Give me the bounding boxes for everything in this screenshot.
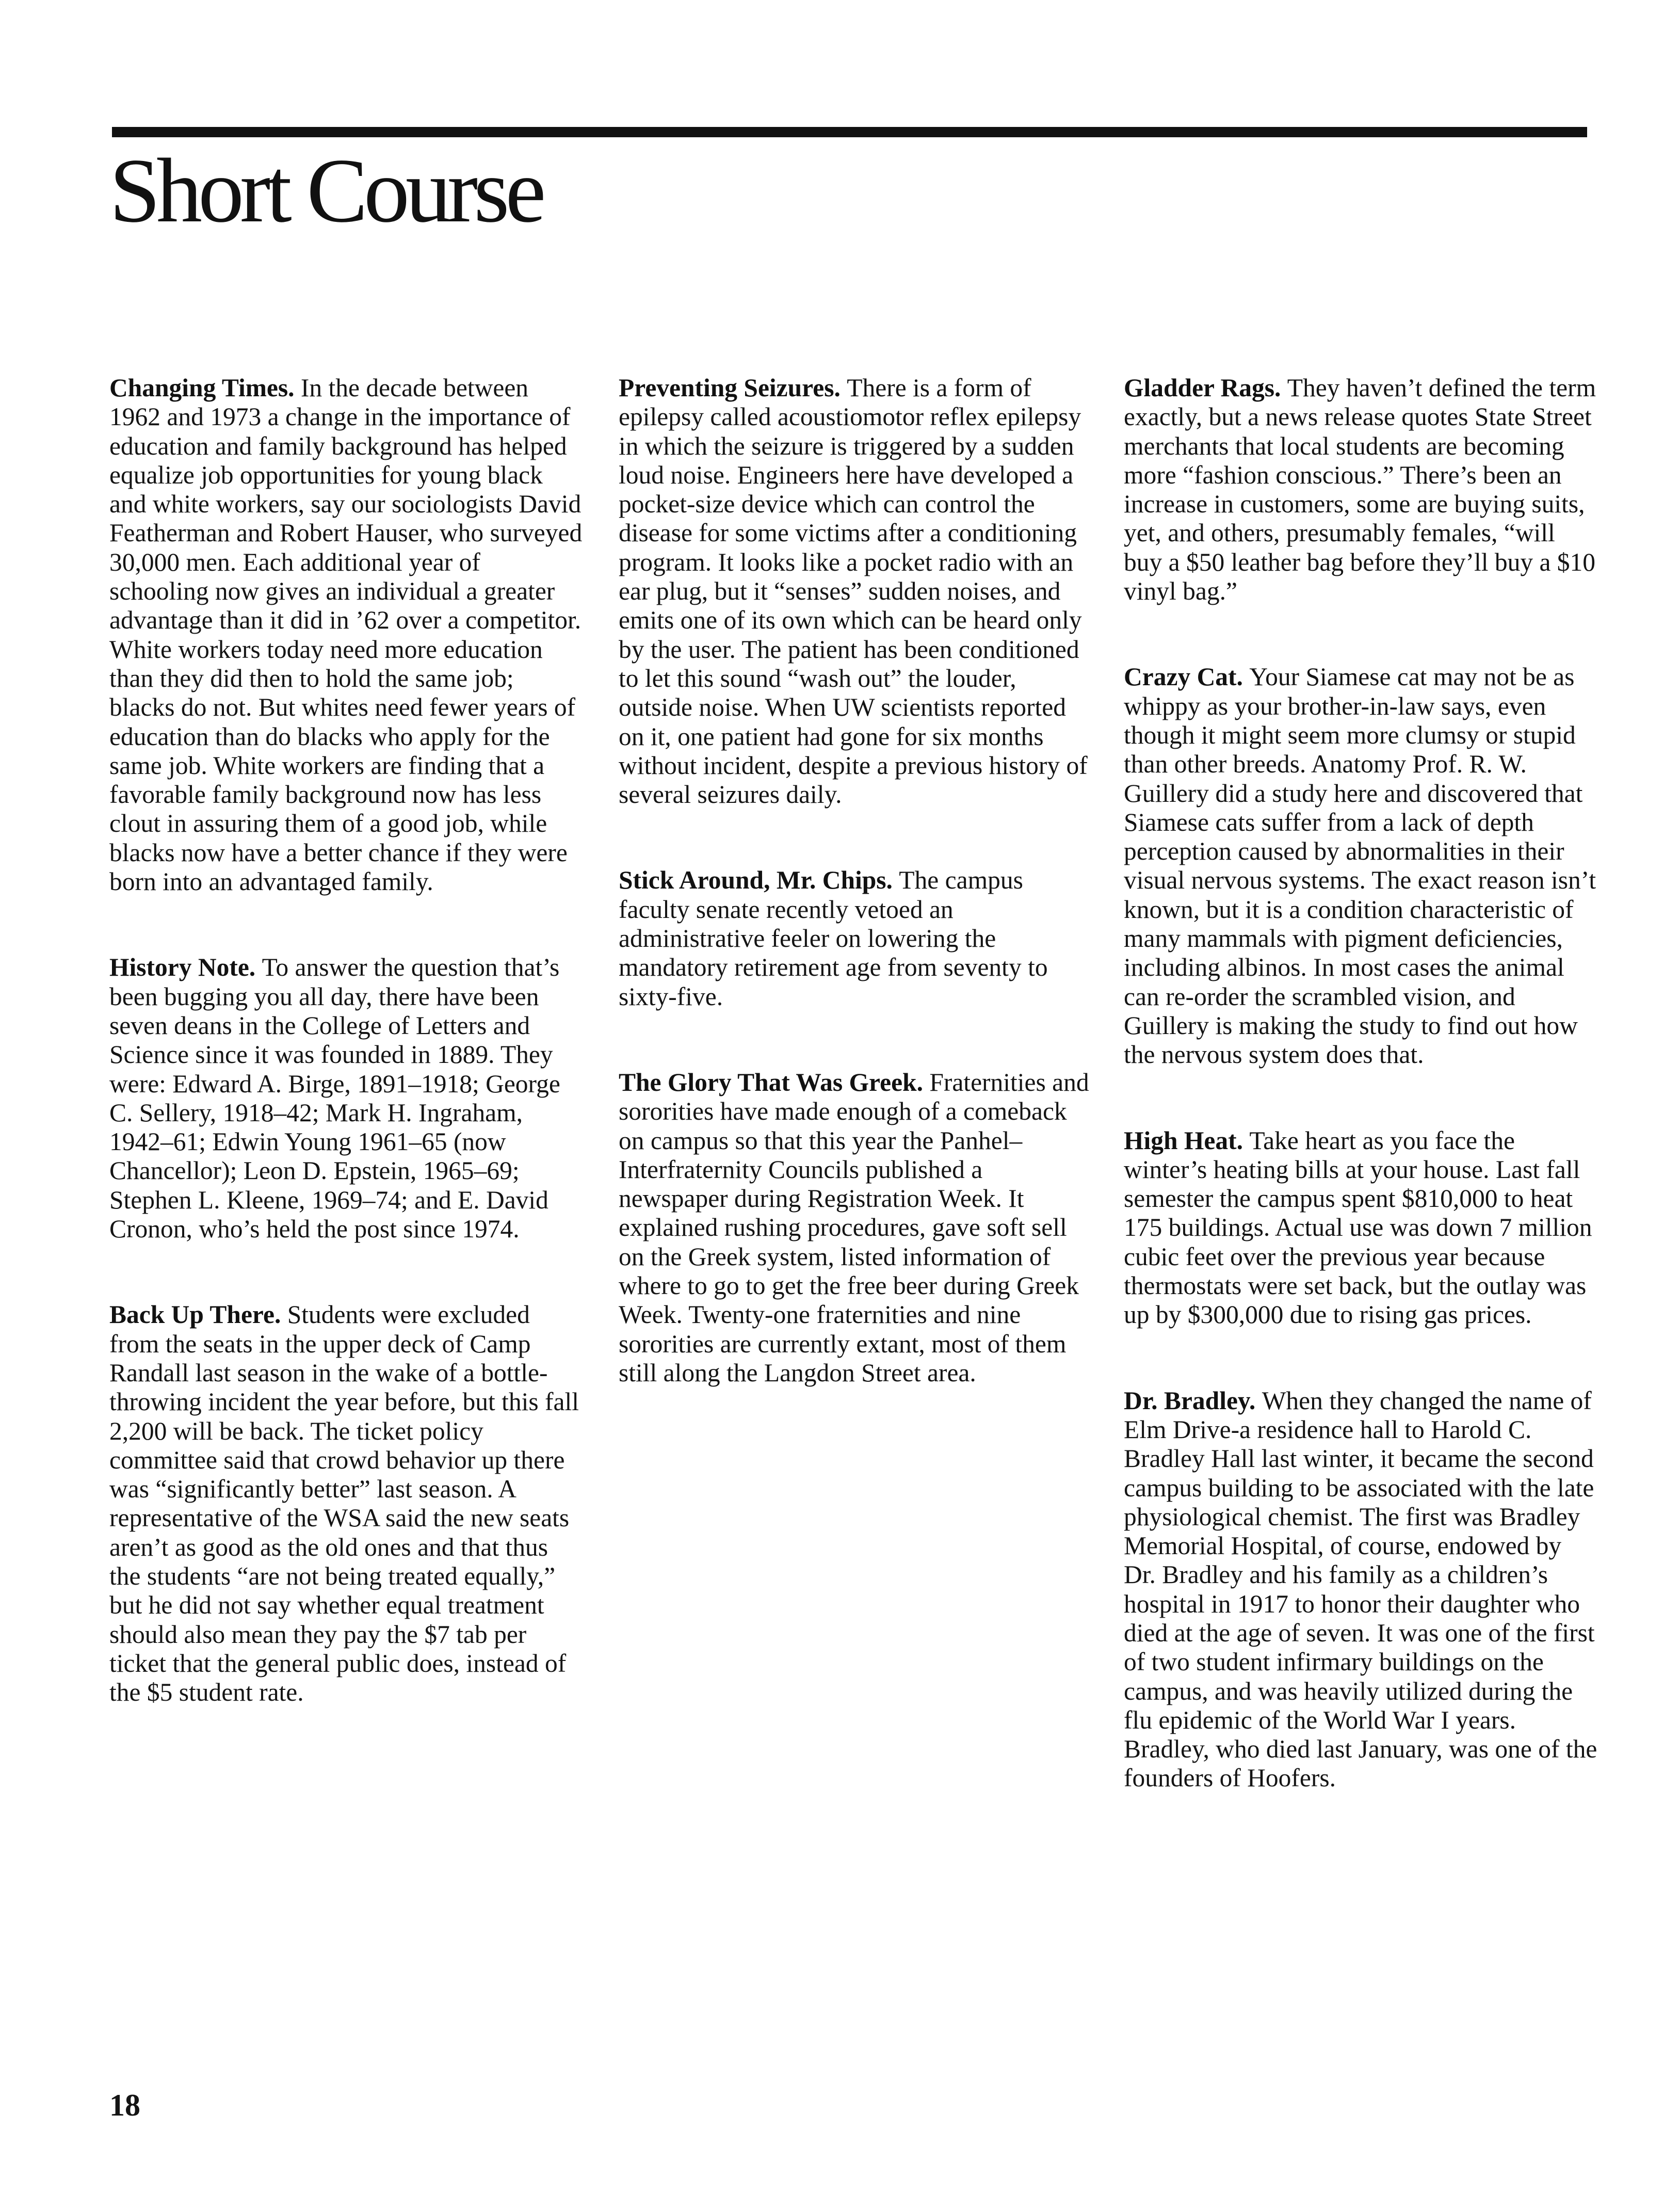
- column-1: [109, 374, 584, 1764]
- story-preventing-seizures: [619, 374, 1093, 809]
- story-body: When they changed the name of Elm Drive-a residence hall to Harold C. Bradley Hall last winter, it became the second campus building to be associated with the late physiological chemist. The first was Bradley Memorial Hospital, of course, endowed by Dr. Bradley and his family as a children’s hospital in 1917 to honor their daughter who died at the age of seven. It was one of the first of two student infirmary buildings on the campus, and was heavily utilized during the flu epidemic of the World War I years. Bradley, who died last January, was one of the founders of Hoofers.: [1124, 1386, 1597, 1793]
- story-stick-around: [619, 866, 1093, 1011]
- story-changing-times: [109, 374, 584, 896]
- story-dr-bradley: [1124, 1386, 1598, 1793]
- story-heading: Preventing Seizures.: [619, 374, 847, 402]
- story-heading: Dr. Bradley.: [1124, 1386, 1262, 1415]
- story-back-up-there: [109, 1300, 584, 1707]
- story-body: In the decade between 1962 and 1973 a change in the importance of education and family background has helped equalize job opportunities for young black and white workers, say our sociologists David Featherman and Robert Hauser, who surveyed 30,000 men. Each additional year of schooling now gives an individual a greater advantage than it did in ’62 over a competitor. White workers today need more education than they did then to hold the same job; blacks do not. But whites need fewer years of education than do blacks who apply for the same job. White workers are finding that a favorable family background now has less clout in assuring them of a good job, while blacks now have a better chance if they were born into an advantaged family.: [109, 374, 583, 896]
- story-heading: The Glory That Was Greek.: [619, 1068, 930, 1096]
- story-heading: Changing Times.: [109, 374, 301, 402]
- story-heading: History Note.: [109, 953, 262, 982]
- story-body: To answer the question that’s been bugging you all day, there have been seven deans in the College of Letters and Science since it was founded in 1889. They were: Edward A. Birge, 1891–1918; George C. Sellery, 1918–42; Mark H. Ingraham, 1942–61; Edwin Young 1961–65 (now Chancellor); Leon D. Epstein, 1965–69; Stephen L. Kleene, 1969–74; and E. David Cronon, who’s held the post since 1974.: [109, 953, 560, 1244]
- page-title: Short Course: [109, 139, 542, 241]
- story-body: Take heart as you face the winter’s heating bills at your house. Last fall semester the campus spent $810,000 to heat 175 buildings. Actual use was down 7 million cubic feet over the previous year because thermostats were set back, but the outlay was up by $300,000 due to rising gas prices.: [1124, 1126, 1592, 1329]
- column-2: [619, 374, 1093, 1444]
- story-crazy-cat: [1124, 663, 1598, 1069]
- story-body: There is a form of epilepsy called acoustiomotor reflex epilepsy in which the seizure is triggered by a sudden loud noise. Engineers here have developed a pocket-size device which can control the disease for some victims after a conditioning program. It looks like a pocket radio with an ear plug, but it “senses” sudden noises, and emits one of its own which can be heard only by the user. The patient has been conditioned to let this sound “wash out” the louder, outside noise. When UW scientists reported on it, one patient had gone for six months without incident, despite a previous history of several seizures daily.: [619, 374, 1088, 809]
- story-history-note: [109, 953, 584, 1244]
- story-body: They haven’t defined the term exactly, but a news release quotes State Street merchants that local students are becoming more “fashion conscious.” There’s been an increase in customers, some are buying suits, yet, and others, presumably females, “will buy a $50 leather bag before they’ll buy a $10 vinyl bag.”: [1124, 374, 1596, 606]
- story-high-heat: [1124, 1126, 1598, 1330]
- story-heading: High Heat.: [1124, 1126, 1250, 1155]
- story-body: Your Siamese cat may not be as whippy as your brother-in-law says, even though it might seem more clumsy or stupid than other breeds. Anatomy Prof. R. W. Guillery did a study here and discovered that Siamese cats suffer from a lack of depth perception caused by abnormalities in their visual nervous systems. The exact reason isn’t known, but it is a condition characteristic of many mammals with pigment deficiencies, including albinos. In most cases the animal can re-order the scrambled vision, and Guillery is making the study to find out how the nervous system does that.: [1124, 663, 1596, 1069]
- story-heading: Stick Around, Mr. Chips.: [619, 866, 899, 895]
- page-number: 18: [109, 2088, 140, 2122]
- story-glory-greek: [619, 1068, 1093, 1387]
- story-body: Students were excluded from the seats in the upper deck of Camp Randall last season in the wake of a bottle-throwing incident the year before, but this fall 2,200 will be back. The ticket policy committee said that crowd behavior up there was “significantly better” last season. A representative of the WSA said the new seats aren’t as good as the old ones and that thus the students “are not being treated equally,” but he did not say whether equal treatment should also mean they pay the $7 tab per ticket that the general public does, instead of the $5 student rate.: [109, 1300, 579, 1707]
- story-heading: Crazy Cat.: [1124, 663, 1250, 691]
- header-rule: [112, 127, 1587, 137]
- story-heading: Back Up There.: [109, 1300, 287, 1329]
- story-body: Fraternities and sororities have made enough of a comeback on campus so that this year the Panhel–Interfraternity Councils published a newspaper during Registration Week. It explained rushing procedures, gave soft sell on the Greek system, listed information of where to go to get the free beer during Greek Week. Twenty-one fraternities and nine sororities are currently extant, most of them still along the Langdon Street area.: [619, 1068, 1089, 1387]
- story-gladder-rags: [1124, 374, 1598, 606]
- column-3: [1124, 374, 1598, 1850]
- story-body: The campus faculty senate recently vetoed an administrative feeler on lowering the mandatory retirement age from seventy to sixty-five.: [619, 866, 1048, 1011]
- story-heading: Gladder Rags.: [1124, 374, 1287, 402]
